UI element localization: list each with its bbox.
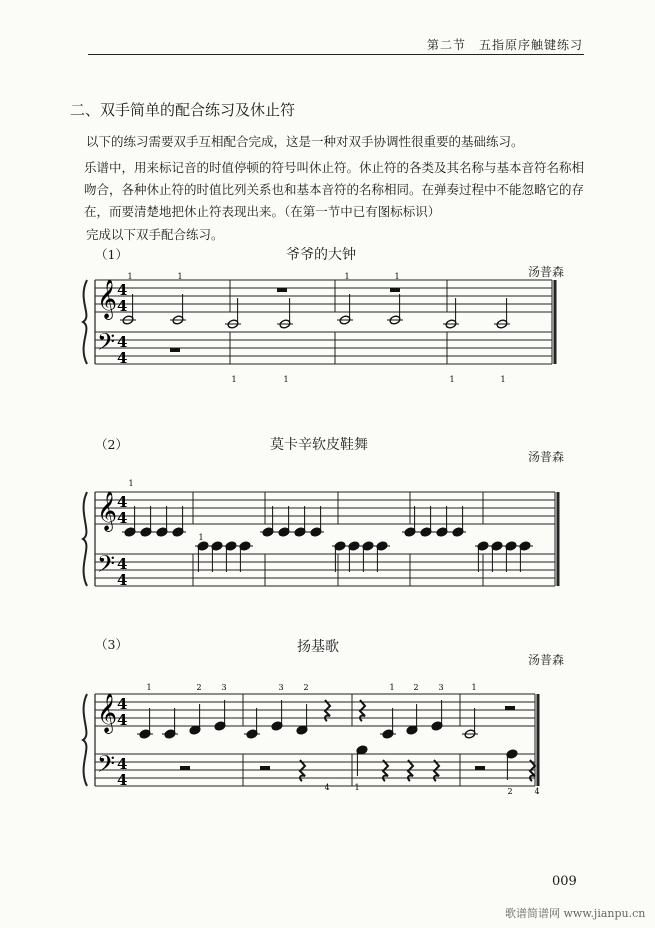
time-signature-top: 4 [117, 555, 128, 573]
fingering-number: 1 [283, 375, 289, 384]
section-title: 二、双手简单的配合练习及休止符 [70, 101, 296, 119]
fingering-number: 1 [127, 272, 133, 281]
time-signature-bottom: 4 [117, 349, 128, 367]
rest-explanation-paragraph: 乐谱中，用来标记音的时值停顿的符号叫休止符。休止符的各类及其名称与基本音符名称相吻合，各种休止符的时值比列关系也和基本音符的名称相同。在弹奏过程中不能忽略它的存在，而要清楚地把休止符表现出来。（在第一节中已有图标标识） [84, 160, 585, 219]
fingering-number: 2 [303, 683, 309, 692]
time-signature-top: 4 [117, 755, 128, 773]
time-signature-bottom: 4 [117, 571, 128, 589]
header-rule [88, 54, 584, 55]
fingering-number: 1 [177, 272, 183, 281]
fingering-number: 4 [324, 783, 330, 792]
bass-clef: 𝄢 [97, 550, 116, 583]
fingering-number: 1 [354, 783, 360, 792]
brace [83, 694, 87, 786]
brace [83, 280, 87, 364]
treble-clef: 𝄞 [97, 491, 118, 531]
fingering-number: 1 [394, 272, 400, 281]
fingering-number: 1 [449, 375, 455, 384]
time-signature-bottom: 4 [117, 711, 128, 729]
fingering-number: 1 [146, 683, 152, 692]
exercise-2-title: 莫卡辛软皮鞋舞 [270, 437, 368, 453]
intro-paragraph: 以下的练习需要双手互相配合完成，这是一种对双手协调性很重要的基础练习。 [86, 134, 524, 149]
time-signature-top: 4 [117, 333, 128, 351]
whole-rest [277, 288, 287, 292]
half-rest [505, 706, 515, 710]
exercise-1-number: （1） [95, 247, 128, 262]
whole-rest [170, 348, 180, 352]
whole-rest [390, 288, 400, 292]
score-exercise-1 [0, 270, 655, 390]
half-rest [260, 766, 270, 770]
exercise-2-composer: 汤普森 [528, 450, 565, 464]
running-title: 第二节 五指原序触键练习 [426, 38, 583, 52]
time-signature-top: 4 [117, 281, 128, 299]
fingering-number: 3 [221, 683, 227, 692]
exercise-3-number: （3） [95, 637, 128, 652]
instruction-paragraph: 完成以下双手配合练习。 [86, 227, 224, 242]
fingering-number: 2 [507, 787, 513, 796]
fingering-number: 3 [438, 683, 444, 692]
bass-clef: 𝄢 [97, 750, 116, 783]
watermark: 歌谱简谱网 www.jianpu.cn [505, 907, 646, 920]
time-signature-top: 4 [117, 493, 128, 511]
exercise-3-composer: 汤普森 [528, 653, 565, 667]
page-header [0, 0, 655, 60]
half-rest [180, 766, 190, 770]
time-signature-bottom: 4 [117, 297, 128, 315]
treble-clef: 𝄞 [97, 693, 118, 733]
time-signature-top: 4 [117, 695, 128, 713]
bass-clef: 𝄢 [97, 328, 116, 361]
fingering-number: 1 [128, 479, 134, 488]
fingering-number: 4 [534, 787, 540, 796]
exercise-1-composer: 汤普森 [528, 265, 565, 279]
score-exercise-3 [0, 676, 655, 804]
fingering-number: 2 [196, 683, 202, 692]
page-number: 009 [552, 874, 577, 889]
fingering-number: 1 [344, 272, 350, 281]
exercise-3-title: 扬基歌 [297, 639, 339, 655]
fingering-number: 1 [198, 533, 204, 542]
exercise-2-number: （2） [95, 437, 128, 452]
score-exercise-2 [0, 476, 655, 596]
fingering-number: 1 [500, 375, 506, 384]
fingering-number: 1 [471, 683, 477, 692]
time-signature-bottom: 4 [117, 509, 128, 527]
exercise-1-title: 爷爷的大钟 [286, 247, 356, 263]
fingering-number: 1 [389, 683, 395, 692]
fingering-number: 3 [278, 683, 284, 692]
treble-clef: 𝄞 [97, 279, 118, 319]
time-signature-bottom: 4 [117, 771, 128, 789]
fingering-number: 2 [413, 683, 419, 692]
fingering-number: 1 [231, 375, 237, 384]
half-rest [475, 766, 485, 770]
brace [83, 492, 87, 586]
